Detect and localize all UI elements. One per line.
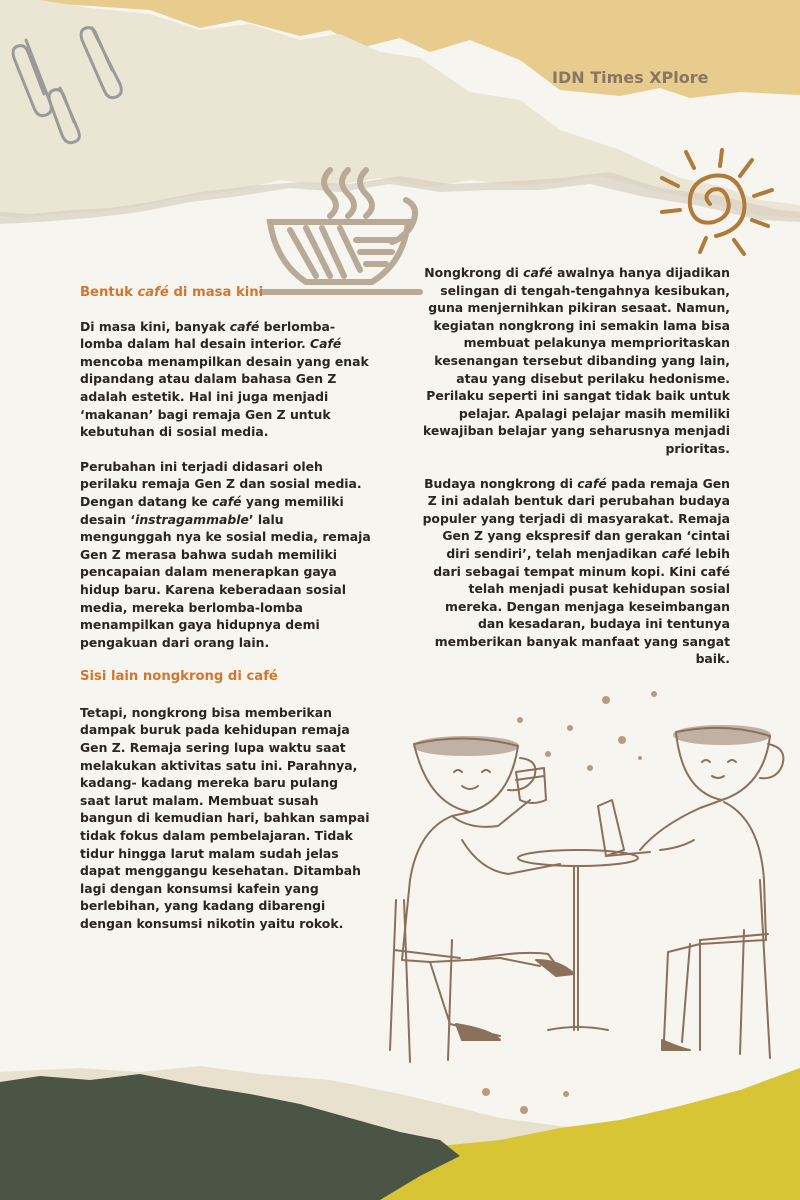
brand-label: IDN Times XPlore [552, 68, 709, 87]
paragraph-interior-design: Di masa kini, banyak café berlomba-lomba dalam hal desain interior. Café mencoba menampilkan desain yang enak dipandang atau dalam bahasa Gen Z adalah estetik. Hal ini juga menjadi ‘makanan’ bagi remaja Gen Z untuk kebutuhan di sosial media. [80, 318, 369, 440]
section-heading-other-side: Sisi lain nongkrong di café [80, 669, 278, 685]
right-column [418, 264, 730, 685]
paragraph-negative-impact: Tetapi, nongkrong bisa memberikan dampak buruk pada kehidupan remaja Gen Z. Remaja sering lupa waktu saat melakukan aktivitas satu ini. Parahnya, kadang- kadang mereka baru pulang saat larut malam. Membuat susah bangun di kemudian hari, bahkan sampai tidak fokus dalam pembelajaran. Tidak tidur hingga larut malam sudah jelas dapat menggangu kesehatan. Ditambah lagi dengan konsumsi kafein yang berlebihan, yang kadang dibarengi dengan konsumsi nikotin yaitu rokok. [80, 704, 370, 931]
section-heading-cafe-today: Bentuk café di masa kini [80, 285, 264, 300]
paragraph-social-media: Perubahan ini terjadi didasari oleh perilaku remaja Gen Z dan sosial media. Dengan datang ke café yang memiliki desain ‘instragammable’ lalu mengunggah nya ke sosial media, remaja Gen Z merasa bahwa sudah memiliki pencapaian dalam menerapkan gaya hidup baru. Karena keberadaan sosial media, mereka berlomba-lomba menampilkan gaya hidupnya demi pengakuan dari orang lain. [80, 458, 371, 650]
left-column [80, 284, 372, 950]
cafe-scene-illustration [390, 691, 783, 1143]
paragraph-popular-culture: Budaya nongkrong di café pada remaja Gen Z ini adalah bentuk dari perubahan budaya populer yang terjadi di masyarakat. Remaja Gen Z yang ekspresif dan gerakan ‘cintai diri sendiri’, telah menjadikan café lebih dari sebagai tempat minum kopi. Kini café telah menjadi pusat kehidupan sosial mereka. Dengan menjaga keseimbangan dan kesadaran, budaya ini tentunya memberikan banyak manfaat yang sangat baik. [422, 475, 730, 667]
paragraph-hedonism: Nongkrong di café awalnya hanya dijadikan selingan di tengah-tengahnya kesibukan, guna menjernihkan pikiran sesaat. Namun, kegiatan nongkrong ini semakin lama bisa membuat pelakunya memprioritaskan kesenangan tersebut dibanding yang lain, atau yang disebut perilaku hedonisme. Perilaku seperti ini sangat tidak baik untuk pelajar. Apalagi pelajar masih memiliki kewajiban belajar yang seharusnya menjadi prioritas. [422, 265, 730, 456]
